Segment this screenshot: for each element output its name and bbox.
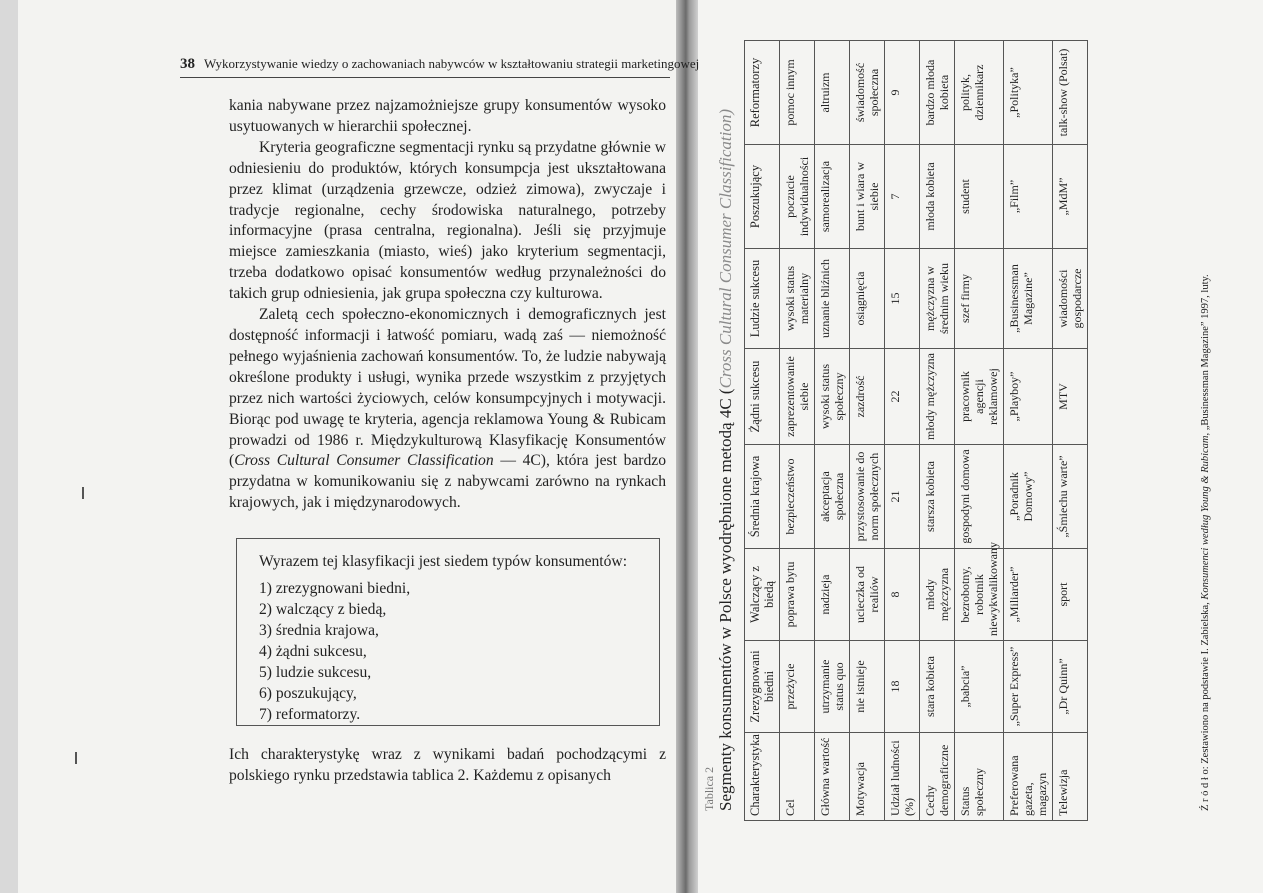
paragraph-text: — 4C), która jest bardzo przydatna w komunikowaniu się z nabywcami zarówno na rynkach krajowych, jak i międzynarodowych. xyxy=(229,452,666,512)
table-cell: świadomość społeczna xyxy=(850,41,885,145)
table-cell: talk-show (Polsat) xyxy=(1053,41,1088,145)
segments-table xyxy=(744,40,1088,821)
column-header: Średnia krajowa xyxy=(745,445,780,549)
column-header: Żądni sukcesu xyxy=(745,349,780,445)
table-title-text: Segmenty konsumentów w Polsce wyodrębnione metodą 4C ( xyxy=(716,388,735,811)
table-row xyxy=(1053,41,1088,821)
table-cell: zaprezentowanie siebie xyxy=(780,349,815,445)
table-cell: 22 xyxy=(885,349,920,445)
table-cell: ucieczka od realiów xyxy=(850,549,885,641)
table-cell: altruizm xyxy=(815,41,850,145)
table-cell: zazdrość xyxy=(850,349,885,445)
row-header: Preferowana gazeta, magazyn xyxy=(1004,733,1053,821)
table-cell: wiadomości gospodarcze xyxy=(1053,249,1088,349)
table-cell: młody mężczyzna xyxy=(920,549,955,641)
table-cell: „Film” xyxy=(1004,145,1053,249)
paragraph-text: Zaletą cech społeczno-ekonomicznych i demograficznych jest dostępność informacji i łatwość pomiaru, wadą zaś — niemożność pełnego wyjaśnienia zachowań konsumentów. To, że ludzie nabywają określone produkty i usługi, wynika przede wszystkim z przyjętych przez nich wartości życiowych, celów konsumpcyjnych i motywacji. Biorąc pod uwagę te kryteria, agencja reklamowa Young & Rubicam prowadzi od 1986 r. Międzykulturową Klasyfikację Konsumentów ( xyxy=(229,306,666,470)
table-cell: polityk, dziennikarz xyxy=(955,41,1004,145)
book-gutter xyxy=(676,0,698,893)
body-text xyxy=(229,96,666,514)
source-text: Ź r ó d ł o: Zestawiono na podstawie I. Zabielska, xyxy=(1200,599,1211,811)
row-header: Status społeczny xyxy=(955,733,1004,821)
paragraph: Kryteria geograficzne segmentacji rynku są przydatne głównie w odniesieniu do produktów, których konsumpcja jest ukształtowana przez klimat (urządzenia grzewcze, odzież zimowa), zwyczaje i tradycje regionalne, cechy środowiska naturalnego, potrzeby informacyjne (prasa centralna, regionalna). Jeśli się przyjmuje miejsce zamieszkania (miasto, wieś) jako kryterium segmentacji, trzeba dodatkowo opisać konsumentów według przynależności do takich grup odniesienia, jak grupa społeczna czy kulturowa. xyxy=(229,138,666,303)
table-cell: gospodyni domowa xyxy=(955,445,1004,549)
list-item: 6) poszukujący, xyxy=(259,685,357,702)
table-cell: wysoki status materialny xyxy=(780,249,815,349)
table-cell: 21 xyxy=(885,445,920,549)
list-item: 3) średnia krajowa, xyxy=(259,622,379,639)
column-header: Walczący z biedą xyxy=(745,549,780,641)
table-row xyxy=(885,41,920,821)
table-cell: „Miliarder” xyxy=(1004,549,1053,641)
header-title: Wykorzystywanie wiedzy o zachowaniach nabywców w kształtowaniu strategii marketingowej xyxy=(204,56,700,71)
paragraph: kania nabywane przez najzamożniejsze grupy konsumentów wysoko usytuowanych w hierarchii społecznej. xyxy=(229,97,666,135)
table-cell: pomoc innym xyxy=(780,41,815,145)
table-row xyxy=(850,41,885,821)
table-row xyxy=(815,41,850,821)
table-cell: nadzieja xyxy=(815,549,850,641)
closing-paragraph: Ich charakterystykę wraz z wynikami badań pochodzącymi z polskiego rynku przedstawia tablica 2. Każdemu z opisanych xyxy=(229,746,666,784)
column-header: Ludzie sukcesu xyxy=(745,249,780,349)
table-cell: stara kobieta xyxy=(920,641,955,733)
table-cell: przystosowanie do norm społecznych xyxy=(850,445,885,549)
table-cell: akceptacja społeczna xyxy=(815,445,850,549)
row-header: Udział ludności (%) xyxy=(885,733,920,821)
row-header: Główna wartość xyxy=(815,733,850,821)
table-row xyxy=(955,41,1004,821)
table-cell: młoda kobieta xyxy=(920,145,955,249)
table-cell: 9 xyxy=(885,41,920,145)
column-header: Reformatorzy xyxy=(745,41,780,145)
margin-mark xyxy=(82,487,84,499)
column-header: Poszukujący xyxy=(745,145,780,249)
consumer-types-list xyxy=(259,578,639,725)
table-cell: bardzo młoda kobieta xyxy=(920,41,955,145)
consumer-types-box xyxy=(236,538,660,726)
table-cell: poprawa bytu xyxy=(780,549,815,641)
table-cell: nie istnieje xyxy=(850,641,885,733)
list-item: 4) żądni sukcesu, xyxy=(259,643,367,660)
running-header xyxy=(180,56,700,78)
row-header: Telewizja xyxy=(1053,733,1088,821)
table-cell: młody mężczyzna xyxy=(920,349,955,445)
table-source-note xyxy=(1200,274,1211,811)
source-italic: Konsumenci według Young & Rubicam xyxy=(1200,435,1211,600)
table-row xyxy=(780,41,815,821)
source-text: , „Businessman Magazine” 1997, luty. xyxy=(1200,274,1211,436)
table-cell: MTV xyxy=(1053,349,1088,445)
table-row xyxy=(1004,41,1053,821)
row-header: Cel xyxy=(780,733,815,821)
row-header: Motywacja xyxy=(850,733,885,821)
table-cell: wysoki status społeczny xyxy=(815,349,850,445)
box-intro: Wyrazem tej klasyfikacji jest siedem typów konsumentów: xyxy=(259,553,628,570)
list-item: 5) ludzie sukcesu, xyxy=(259,664,372,681)
table-title-end: ) xyxy=(716,108,735,115)
table-cell: bezpieczeństwo xyxy=(780,445,815,549)
table-cell: „Super Express” xyxy=(1004,641,1053,733)
table-cell: uznanie bliźnich xyxy=(815,249,850,349)
table-cell: „Poradnik Domowy” xyxy=(1004,445,1053,549)
paragraph-italic: Cross Cultural Consumer Classification xyxy=(234,452,494,470)
table-cell: osiągnięcia xyxy=(850,249,885,349)
column-header: Zrezygnowani biedni xyxy=(745,641,780,733)
table-cell: „Businessman Magazine” xyxy=(1004,249,1053,349)
table-cell: 18 xyxy=(885,641,920,733)
table-cell: poczucie indywidualności xyxy=(780,145,815,249)
table-row xyxy=(920,41,955,821)
list-item: 1) zrezygnowani biedni, xyxy=(259,580,411,597)
table-cell: „MdM” xyxy=(1053,145,1088,249)
table-cell: „Playboy” xyxy=(1004,349,1053,445)
page-number: 38 xyxy=(180,56,195,72)
table-cell: szef firmy xyxy=(955,249,1004,349)
column-header: Charakterystyka xyxy=(745,733,780,821)
table-cell: sport xyxy=(1053,549,1088,641)
table-cell: bunt i wiara w siebie xyxy=(850,145,885,249)
table-header-row xyxy=(745,41,780,821)
row-header: Cechy demograficzne xyxy=(920,733,955,821)
table-cell: „Polityka” xyxy=(1004,41,1053,145)
table-title-italic: Cross Cultural Consumer Classification xyxy=(716,114,735,389)
list-item: 2) walczący z biedą, xyxy=(259,601,387,618)
table-label: Tablica 2 xyxy=(702,766,716,811)
table-cell: 7 xyxy=(885,145,920,249)
table-cell: utrzymanie status quo xyxy=(815,641,850,733)
paragraph xyxy=(229,305,666,514)
table-cell: starsza kobieta xyxy=(920,445,955,549)
table-title xyxy=(716,109,736,811)
table-cell: bezrobotny, robotnik niewykwalikowany xyxy=(955,549,1004,641)
table-cell: „babcia” xyxy=(955,641,1004,733)
table-cell: mężczyzna w średnim wieku xyxy=(920,249,955,349)
table-cell: przeżycie xyxy=(780,641,815,733)
margin-mark xyxy=(75,752,77,764)
rotated-table-page xyxy=(698,0,1263,893)
table-cell: 8 xyxy=(885,549,920,641)
table-cell: „Dr Quinn” xyxy=(1053,641,1088,733)
list-item: 7) reformatorzy. xyxy=(259,706,361,723)
table-cell: 15 xyxy=(885,249,920,349)
table-cell: „Śmiechu warte” xyxy=(1053,445,1088,549)
table-cell: student xyxy=(955,145,1004,249)
table-cell: pracownik agencji reklamowej xyxy=(955,349,1004,445)
table-cell: samorealizacja xyxy=(815,145,850,249)
